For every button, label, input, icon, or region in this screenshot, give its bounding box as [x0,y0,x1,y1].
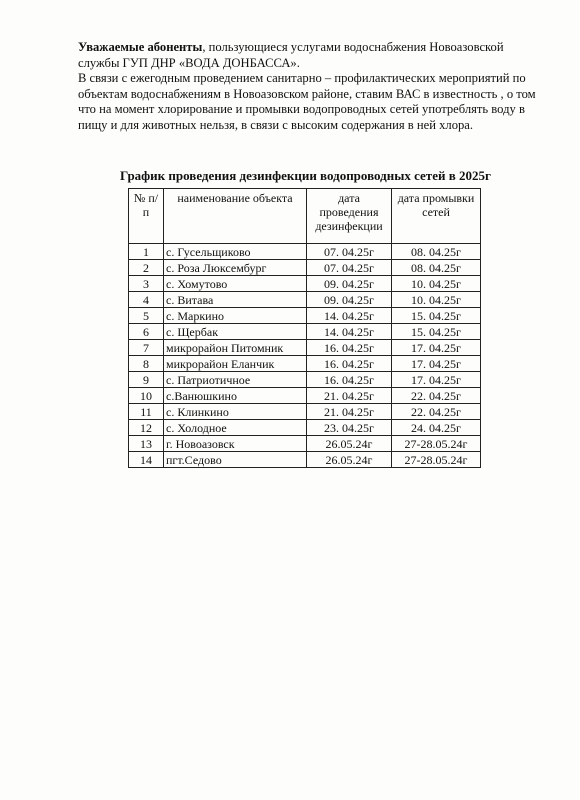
row-num: 9 [129,372,164,388]
row-flush-date: 08. 04.25г [392,260,481,276]
disinfection-schedule-table [128,188,481,468]
header-flush-date: дата промывки сетей [392,189,481,244]
table-row [129,260,481,276]
row-name: с. Маркино [164,308,307,324]
row-disinfection-date: 09. 04.25г [307,292,392,308]
table-row [129,340,481,356]
notice-body: В связи с ежегодным проведением санитарно – профилактических мероприятий по объектам водоснабжениям в Новоазовском районе, ставим ВАС в известность , о том что на момент хлорирование и промывки водопроводных сетей употреблять воду в пищу и для животных нельзя, в связи с высоким содержания в ней хлора. [78,71,536,132]
row-num: 13 [129,436,164,452]
row-flush-date: 15. 04.25г [392,308,481,324]
row-disinfection-date: 14. 04.25г [307,324,392,340]
greeting-rest: , пользующиеся услугами водоснабжения Новоазовской службы ГУП ДНР «ВОДА ДОНБАССА». [78,40,504,70]
table-row [129,276,481,292]
row-name: с.Ванюшкино [164,388,307,404]
row-num: 4 [129,292,164,308]
row-flush-date: 22. 04.25г [392,388,481,404]
row-num: 12 [129,420,164,436]
row-flush-date: 10. 04.25г [392,292,481,308]
table-row [129,356,481,372]
row-disinfection-date: 21. 04.25г [307,404,392,420]
row-disinfection-date: 21. 04.25г [307,388,392,404]
row-flush-date: 27-28.05.24г [392,452,481,468]
table-row [129,420,481,436]
row-name: микрорайон Питомник [164,340,307,356]
row-flush-date: 22. 04.25г [392,404,481,420]
row-num: 5 [129,308,164,324]
row-name: с. Патриотичное [164,372,307,388]
row-name: с. Гусельщиково [164,244,307,260]
row-flush-date: 17. 04.25г [392,340,481,356]
row-disinfection-date: 16. 04.25г [307,340,392,356]
row-disinfection-date: 16. 04.25г [307,372,392,388]
row-num: 3 [129,276,164,292]
row-name: с. Клинкино [164,404,307,420]
row-disinfection-date: 26.05.24г [307,436,392,452]
row-num: 11 [129,404,164,420]
row-disinfection-date: 07. 04.25г [307,260,392,276]
row-name: пгт.Седово [164,452,307,468]
row-name: с. Щербак [164,324,307,340]
row-flush-date: 08. 04.25г [392,244,481,260]
row-flush-date: 17. 04.25г [392,372,481,388]
row-disinfection-date: 14. 04.25г [307,308,392,324]
row-name: с. Хомутово [164,276,307,292]
row-flush-date: 24. 04.25г [392,420,481,436]
row-disinfection-date: 23. 04.25г [307,420,392,436]
row-num: 8 [129,356,164,372]
table-row [129,404,481,420]
schedule-title: График проведения дезинфекции водопроводных сетей в 2025г [120,168,491,183]
row-disinfection-date: 16. 04.25г [307,356,392,372]
header-name: наименование объекта [164,189,307,244]
row-flush-date: 17. 04.25г [392,356,481,372]
table-row [129,372,481,388]
table-row [129,452,481,468]
row-disinfection-date: 26.05.24г [307,452,392,468]
row-num: 2 [129,260,164,276]
table-row [129,324,481,340]
table-row [129,388,481,404]
row-num: 7 [129,340,164,356]
row-name: г. Новоазовск [164,436,307,452]
row-name: с. Витава [164,292,307,308]
row-name: с. Холодное [164,420,307,436]
intro-notice [78,40,548,133]
row-flush-date: 27-28.05.24г [392,436,481,452]
table-row [129,292,481,308]
header-num: № п/п [129,189,164,244]
greeting-bold: Уважаемые абоненты [78,40,203,54]
row-disinfection-date: 09. 04.25г [307,276,392,292]
row-num: 6 [129,324,164,340]
table-row [129,436,481,452]
row-name: с. Роза Люксембург [164,260,307,276]
row-flush-date: 10. 04.25г [392,276,481,292]
table-row [129,244,481,260]
row-flush-date: 15. 04.25г [392,324,481,340]
row-name: микрорайон Еланчик [164,356,307,372]
header-disinfection-date: дата проведения дезинфекции [307,189,392,244]
greeting-paragraph [78,40,548,71]
table-row [129,308,481,324]
table-header-row [129,189,481,244]
row-disinfection-date: 07. 04.25г [307,244,392,260]
row-num: 10 [129,388,164,404]
row-num: 1 [129,244,164,260]
row-num: 14 [129,452,164,468]
